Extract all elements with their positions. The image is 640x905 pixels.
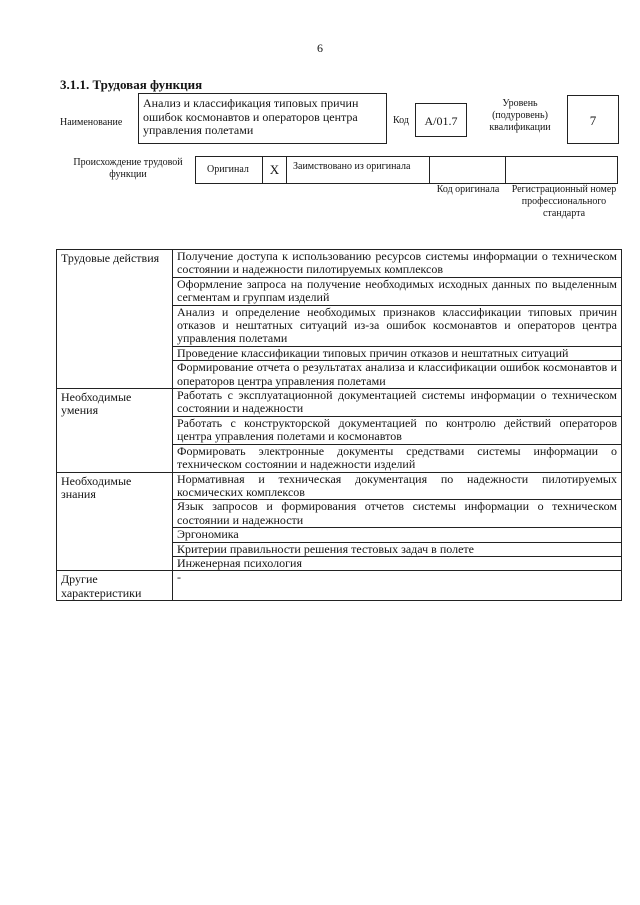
original-mark: X [263,157,287,183]
page-number: 6 [317,41,323,55]
original-code-cell [430,157,506,183]
labor-function-table [56,249,622,601]
row-heading: Другие характеристики [57,571,173,601]
row-heading: Необходимые умения [57,389,173,472]
table-row [57,389,622,417]
table-cell: Работать с конструкторской документацией по контролю действий операторов центра управления полетами и космонавтов [173,416,622,444]
table-cell: Анализ и определение необходимых признаков классификации типовых причин отказов и нештатных ситуаций из-за ошибок космонавтов и операторов центра управления полетами [173,305,622,346]
table-cell: Инженерная психология [173,556,622,570]
table-cell: Формирование отчета о результатах анализа и классификации ошибок космонавтов и операторов центра управления полетами [173,361,622,389]
table-cell: Получение доступа к использованию ресурсов системы информации о техническом состоянии и надежности пилотируемых комплексов [173,250,622,278]
reg-caption: Регистрационный номер профессионального стандарта [511,184,617,219]
borrowed-label: Заимствовано из оригинала [287,157,430,183]
table-cell: Работать с эксплуатационной документацией системы информации о техническом состоянии и надежности [173,389,622,417]
code-caption: Код оригинала [436,184,500,195]
name-value-box: Анализ и классификация типовых причин ошибок космонавтов и операторов центра управления полетами [138,93,387,144]
row-heading: Трудовые действия [57,250,173,389]
table-cell: Критерии правильности решения тестовых задач в полете [173,542,622,556]
original-label: Оригинал [196,157,263,183]
table-cell: Оформление запроса на получение необходимых исходных данных по выделенным сегментам и группам изделий [173,277,622,305]
table-cell: - [173,571,622,601]
table-cell: Формировать электронные документы средствами системы информации о техническом состоянии и надежности изделий [173,444,622,472]
section-title: 3.1.1. Трудовая функция [60,77,203,92]
table-cell: Нормативная и техническая документация по надежности пилотируемых космических комплексов [173,472,622,500]
row-heading: Необходимые знания [57,472,173,571]
table-cell: Язык запросов и формирования отчетов системы информации о техническом состоянии и надежности [173,500,622,528]
code-value-box: А/01.7 [415,103,467,137]
table-cell: Проведение классификации типовых причин отказов и нештатных ситуаций [173,346,622,360]
level-value-box: 7 [567,95,619,144]
code-label: Код [393,115,409,126]
origin-row [195,156,618,184]
table-row [57,571,622,601]
table-row [57,472,622,500]
table-cell: Эргономика [173,528,622,542]
reg-number-cell [506,157,617,183]
table-row [57,250,622,278]
level-label: Уровень (подуровень) квалификации [489,98,551,133]
name-label: Наименование [60,117,123,128]
origin-label: Происхождение трудовой функции [73,157,183,180]
